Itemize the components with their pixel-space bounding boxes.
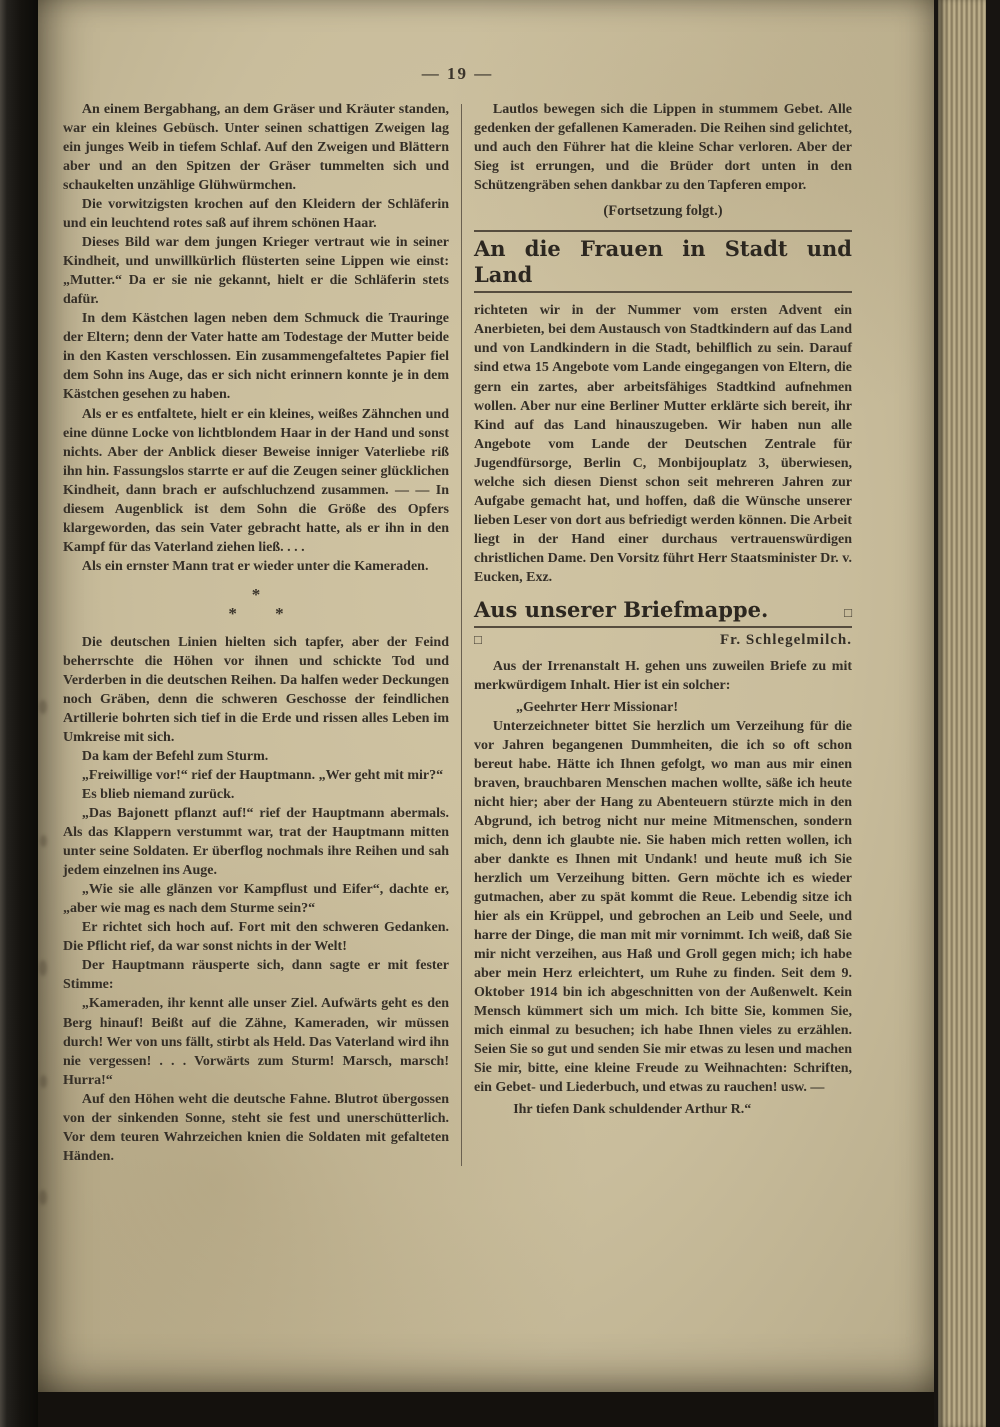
bleed-through-mark	[39, 960, 47, 976]
bleed-through-mark	[40, 835, 47, 847]
paragraph: Er richtet sich hoch auf. Fort mit den schweren Gedanken. Die Pflicht rief, da war sonst nichts in der Welt!	[63, 920, 449, 955]
paragraph: An einem Bergabhang, an dem Gräser und Kräuter standen, war ein kleines Gebüsch. Unter seinen schattigen Zweigen lag ein junges Weib in tiefem Schlaf. Auf den Zweigen und Blättern aber und an den Spitzen der Gräser tummelten sich und schaukelten unzählige Glühwürmchen.	[63, 102, 449, 194]
section-rule	[474, 230, 852, 232]
bleed-through-mark	[39, 700, 47, 714]
continuation-note: (Fortsetzung folgt.)	[603, 203, 723, 220]
section-rule	[474, 626, 852, 628]
bleed-through-mark	[40, 1075, 47, 1088]
letter-signature: Ihr tiefen Dank schuldender Arthur R.“	[513, 1102, 752, 1118]
paragraph: „Wie sie alle glänzen vor Kampflust und Eifer“, dachte er, „aber wie mag es nach dem Sturme sein?“	[63, 882, 449, 917]
story-part-1	[63, 100, 449, 576]
bleed-through-mark	[39, 1190, 47, 1205]
book-page-stack	[934, 0, 1000, 1427]
briefmappe-section-title: Aus unserer Briefmappe.	[474, 596, 769, 622]
page-columns	[63, 100, 852, 1166]
paragraph: Auf den Höhen weht die deutsche Fahne. Blutrot übergossen von der sinkenden Sonne, steht sie fest und unerschütterlich. Vor dem teuren Wahrzeichen knien die Soldaten mit gefalteten Händen.	[63, 1091, 449, 1164]
page-number: — 19 —	[421, 64, 494, 83]
byline: Fr. Schlegelmilch.	[719, 632, 852, 649]
frauen-section-header	[474, 230, 852, 293]
frauen-section-body	[474, 301, 852, 586]
paragraph: Aus der Irrenanstalt H. gehen uns zuweilen Briefe zu mit merkwürdigem Inhalt. Hier ist ein solcher:	[474, 659, 852, 694]
left-column	[63, 100, 449, 1166]
paragraph: „Das Bajonett pflanzt auf!“ rief der Hauptmann abermals. Als das Klappern verstummt war, trat der Hauptmann mitten unter seine Soldaten. Er überflog nochmals ihre Reihen und sah jedem einzelnen ins Auge.	[63, 806, 449, 879]
paragraph: Die deutschen Linien hielten sich tapfer, aber der Feind beherrschte die Höhen vor ihnen und schickte Tod und Verderben in die deutschen Reihen. Da halfen weder Deckungen noch Gräben, denn die schweren Geschosse der feindlichen Artillerie bohrten sich tief in die Erde und rissen alles Leben im Umkreise mit sich.	[63, 634, 449, 746]
square-ornament-icon: □	[844, 604, 852, 620]
story-ending	[474, 100, 852, 195]
paragraph: Dieses Bild war dem jungen Krieger vertraut wie in seiner Kindheit, und unwillkürlich flüsterten seine Lippen wie einst: „Mutter.“ Da er sie nie gekannt, hielt er die Schläferin stets dafür.	[63, 235, 449, 308]
paragraph: Die vorwitzigsten krochen auf den Kleidern der Schläferin und ein leuchtend rotes saß auf ihrem schönen Haar.	[63, 197, 449, 232]
square-ornament-icon: □	[474, 632, 482, 648]
briefmappe-section-header	[474, 597, 852, 650]
asterism-separator	[63, 585, 449, 624]
section-rule	[474, 291, 852, 293]
asterism-bottom: * *	[228, 604, 284, 624]
paragraph: Es blieb niemand zurück.	[81, 787, 235, 803]
frauen-section-title: An die Frauen in Stadt und Land	[474, 236, 852, 287]
page-edges	[938, 0, 986, 1427]
briefmappe-title-row	[474, 597, 852, 623]
letter-salutation: „Geehrter Herr Missionar!	[516, 699, 678, 715]
paragraph: In dem Kästchen lagen neben dem Schmuck die Trauringe der Eltern; denn der Vater hatte am Todestage der Mutter beide in den Kasten verschlossen. Ein zusammengefaltetes Papier fiel dem Sohn ins Auge, das er sich nicht erinnern konnte je in dem Kästchen gesehen zu haben.	[63, 311, 449, 403]
briefmappe-byline-row	[474, 632, 852, 649]
paragraph: „Kameraden, ihr kennt alle unser Ziel. Aufwärts geht es den Berg hinauf! Beißt auf die Zähne, Kameraden, wir müssen durch! Wer von uns fällt, stirbt als Held. Das Vaterland wird ihn nie vergessen! . . . Vorwärts zum Sturm! Marsch, marsch! Hurra!“	[63, 996, 449, 1088]
paragraph: richteten wir in der Nummer vom ersten Advent ein Anerbieten, bei dem Austausch von Stadtkindern auf das Land und von Landkindern in die Stadt, behilflich zu sein. Darauf sind etwa 15 Angebote vom Lande eingegangen von Eltern, die gern ein zartes, aber arbeitsfähiges Stadtkind aufnehmen wollen. Aber nur eine Berliner Mutter erklärte sich bereit, ihr Kind auf das Land hinauszugeben. Wir haben nun alle Angebote vom Lande der Deutschen Zentrale für Jugendfürsorge, Berlin C, Monbijouplatz 3, überwiesen, welche sich diesen Dienst schon seit mehreren Jahren zur Aufgabe gemacht hat, und hoffen, daß die Wünsche unserer lieben Leser von dort aus befriedigt werden können. Die Arbeit liegt in der Hand einer durchaus vertrauenswürdigen christlichen Dame. Den Vorsitz führt Herr Staatsminister Dr. v. Eucken, Exz.	[474, 303, 852, 585]
asterism-top: *	[251, 584, 261, 604]
column-divider	[461, 104, 462, 1166]
briefmappe-intro	[474, 657, 852, 695]
paragraph: „Freiwillige vor!“ rief der Hauptmann. „Wer geht mit mir?“	[81, 768, 444, 784]
paragraph: Der Hauptmann räusperte sich, dann sagte er mit fester Stimme:	[63, 958, 449, 993]
paragraph: Da kam der Befehl zum Sturm.	[81, 749, 269, 765]
paragraph: Als ein ernster Mann trat er wieder unter die Kameraden.	[81, 558, 429, 574]
paragraph: Als er es entfaltete, hielt er ein kleines, weißes Zähnchen und eine dünne Locke von lichtblondem Haar in der Hand und sonst nichts. Aber der Anblick dieser Beweise inniger Vaterliebe riß ihn hin. Fassungslos starrte er auf die Zeugen seiner glücklichen Kindheit, dann brach er aufschluchzend zusammen. — — In diesem Augenblick ist dem Sohn die Größe des Opfers klargeworden, das sein Vater gebracht hatte, als er ihn in den Kampf für das Vaterland ziehen ließ. . . .	[63, 406, 449, 555]
story-part-2	[63, 633, 449, 1166]
book-page	[38, 0, 934, 1392]
right-column	[474, 100, 852, 1166]
paragraph: Lautlos bewegen sich die Lippen in stummem Gebet. Alle gedenken der gefallenen Kameraden. Die Reihen sind gelichtet, und auch den Führer hat die kleine Schar verloren. Aber der Sieg ist errungen, und die Brüder dort unten in den Schützengräben sehen dankbar zu den Tapferen empor.	[474, 102, 852, 194]
letter-body: Unterzeichneter bittet Sie herzlich um Verzeihung für die vor Jahren begangenen Dummheiten, die ich so oft schon bereut habe. Hätte ich Ihnen gefolgt, wo man aus mir einen braven, brauchbaren Menschen machen wollte, säße ich heute nicht hier; aber der Hang zu Abenteuern stürzte mich in den Abgrund, ich betrog nicht nur meine Mitmenschen, sondern mich, denn ich glaubte nie. Sie haben mich retten wollen, ich aber dankte es Ihnen mit Undank! und heute muß ich Sie herzlich um Verzeihung bitten. Gern möchte ich es wieder gutmachen, aber zu spät kommt die Reue. Lebendig sitze ich hier als ein Krüppel, und gebrochen an Leib und Seele, und harre der Dinge, die man mit mir vornimmt. Ich weiß, daß Sie mir nicht verzeihen, aus Haß und Groll gegen mich; ich habe aber mein Herz erleichtert, um Ruhe zu finden. Seit dem 9. Oktober 1914 bin ich abgeschnitten von der Außenwelt. Kein Mensch kümmert sich um mich. Ich bitte Sie, kommen Sie, mich einmal zu besuchen; ich habe Ihnen vieles zu erzählen. Seien Sie so gut und senden Sie mir etwas zu lesen und machen Sie mir, bitte, eine kleine Freude zu Weihnachten: Schriften, ein Gebet- und Liederbuch, und etwas zu rauchen! usw. —	[474, 718, 852, 1096]
book-binding	[0, 0, 38, 1427]
